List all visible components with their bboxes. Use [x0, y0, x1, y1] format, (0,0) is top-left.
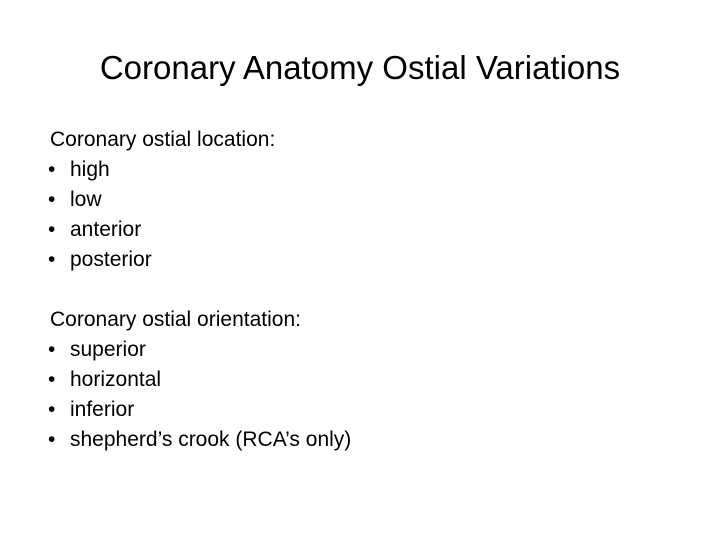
list-item [48, 215, 275, 245]
bullet-icon: • [48, 398, 56, 421]
list-item [48, 335, 351, 365]
bullet-list [48, 335, 351, 455]
ostial-orientation-section [48, 305, 351, 455]
list-item-text: posterior [70, 248, 152, 271]
bullet-icon: • [48, 368, 56, 391]
slide-title: Coronary Anatomy Ostial Variations [99, 49, 621, 86]
section-heading: Coronary ostial location: [50, 128, 276, 151]
list-item-text: low [70, 188, 102, 211]
list-item [48, 245, 275, 275]
bullet-icon: • [48, 428, 56, 451]
list-item-text: anterior [70, 218, 142, 241]
list-item [48, 185, 275, 215]
section-heading: Coronary ostial orientation: [50, 308, 301, 331]
bullet-icon: • [48, 338, 56, 361]
list-item-text: shepherd’s crook (RCA’s only) [70, 428, 352, 451]
list-item [48, 155, 275, 185]
list-item-text: horizontal [70, 368, 162, 391]
bullet-icon: • [48, 218, 56, 241]
bullet-icon: • [48, 158, 56, 181]
list-item-text: high [70, 158, 110, 181]
bullet-icon: • [48, 248, 56, 271]
ostial-location-section [48, 125, 275, 275]
list-item [48, 365, 351, 395]
list-item [48, 395, 351, 425]
list-item-text: superior [70, 338, 146, 361]
list-item-text: inferior [70, 398, 135, 421]
bullet-list [48, 155, 275, 275]
list-item [48, 425, 351, 455]
bullet-icon: • [48, 188, 56, 211]
